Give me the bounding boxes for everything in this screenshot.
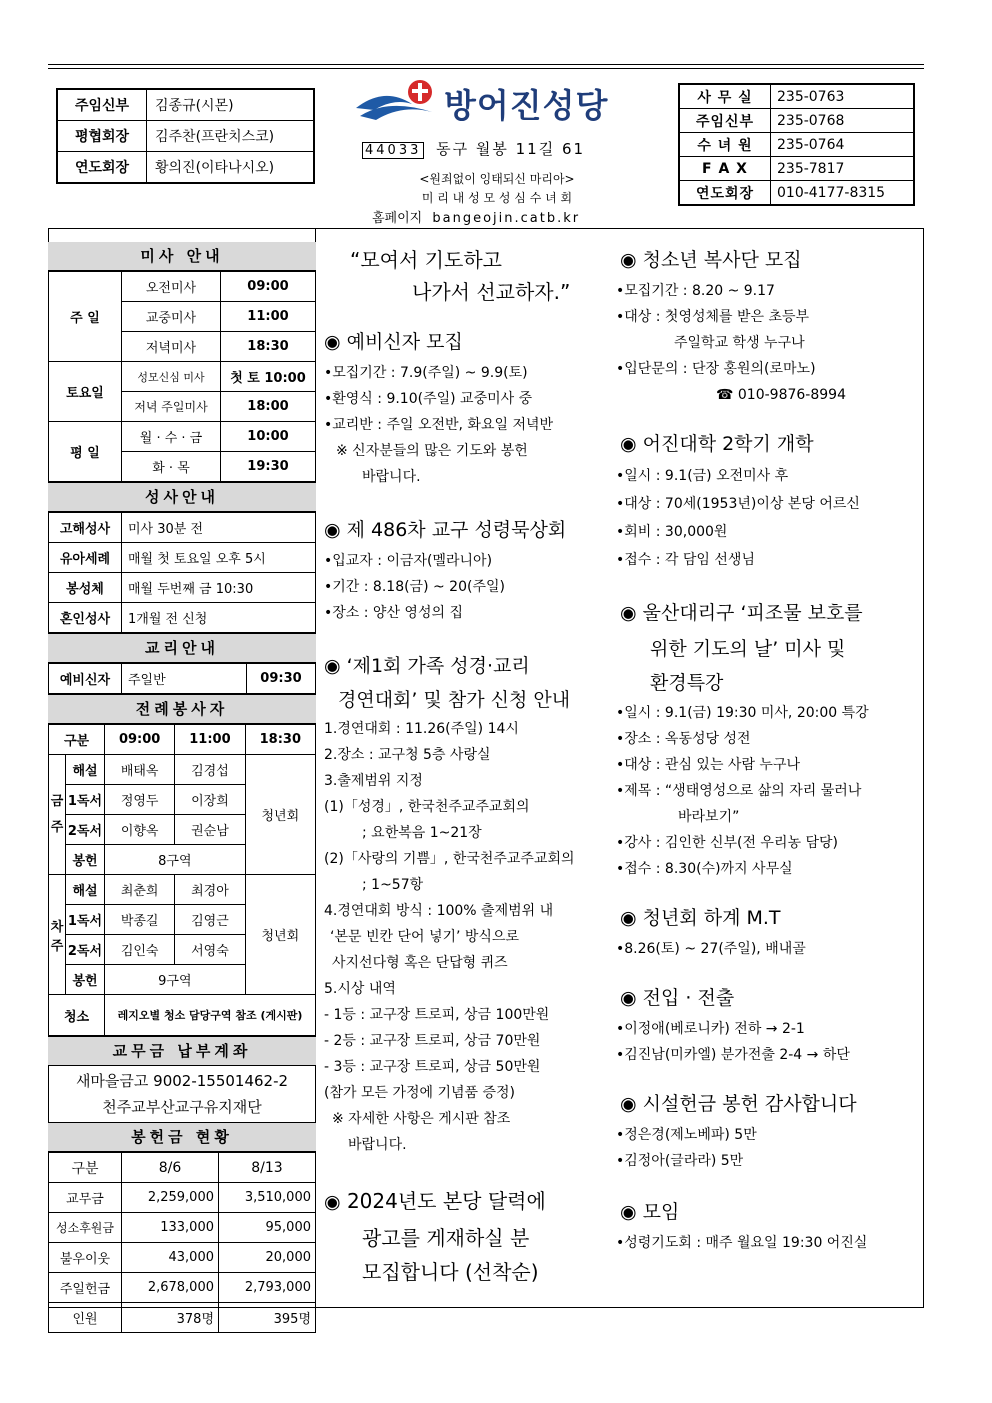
table-row: [57, 89, 314, 121]
table-row: [49, 664, 316, 694]
sacrament-value: 미사 30분 전: [122, 513, 316, 543]
retreat-title-text: 제 486차 교구 성령묵상회: [346, 519, 567, 541]
table-row: [49, 1273, 316, 1303]
cleaning-label: 청소: [49, 995, 105, 1036]
calendar-line: 모집합니다 (선착순): [362, 1260, 539, 1284]
mass-name: 저녁 주일미사: [122, 392, 221, 422]
sacrament-value: 매월 첫 토요일 오후 5시: [122, 543, 316, 573]
ecology-title-text: 울산대리구 ‘피조물 보호를: [642, 602, 863, 624]
altar-title: [616, 244, 916, 276]
phone-value: 235-0764: [771, 133, 915, 157]
phone-label: 수 녀 원: [679, 133, 771, 157]
target-bullet-icon: ◉: [620, 987, 637, 1009]
contest-title-text: ‘제1회 가족 성경·교리: [346, 655, 530, 677]
contest-line: 3.출제범위 지정: [324, 773, 423, 789]
thanks-line: •정은경(제노베파) 5만: [616, 1127, 757, 1143]
quote-line-1: “모여서 기도하고: [350, 248, 502, 272]
offering-head: 8/6: [122, 1153, 219, 1183]
offering-section-title: 봉헌금 현황: [48, 1122, 316, 1152]
contest-line: ; 요한복음 1~21장: [362, 825, 482, 841]
server-role: 봉헌: [66, 965, 105, 995]
offering-value: 20,000: [219, 1243, 316, 1273]
mass-time: 19:30: [221, 452, 316, 482]
catechumen-line: •교리반 : 주일 오전반, 화요일 저녁반: [324, 417, 554, 433]
doctrine-table: [48, 663, 316, 694]
server-name: 최경아: [175, 875, 245, 905]
server-name: 이장희: [175, 785, 245, 815]
server-role: 봉헌: [66, 845, 105, 875]
phone-label: 연도회장: [679, 181, 771, 206]
sacrament-section-title: 성사안내: [48, 482, 316, 512]
server-name: 김경섭: [175, 755, 245, 785]
phone-label: 주임신부: [679, 109, 771, 133]
cleaning-value: 레지오별 청소 담당구역 참조 (게시판): [105, 995, 316, 1036]
offering-label: 인원: [49, 1303, 122, 1333]
offering-label: 불우이웃: [49, 1243, 122, 1273]
offering-value: 133,000: [122, 1213, 219, 1243]
offering-value: 43,000: [122, 1243, 219, 1273]
server-role: 해설: [66, 755, 105, 785]
offering-value: 2,793,000: [219, 1273, 316, 1303]
homepage-label: 홈페이지: [372, 211, 423, 226]
doctrine-label: 예비신자: [49, 664, 122, 694]
youth-title-text: 청년회 하계 M.T: [642, 907, 781, 929]
ecology-title-text-2: 위한 기도의 날’ 미사 및: [650, 638, 846, 660]
calendar-line: 광고를 게재하실 분: [362, 1226, 530, 1250]
transfer-line: •김진남(미카엘) 분가전출 2-4 → 하단: [616, 1047, 850, 1063]
sacrament-label: 고해성사: [49, 513, 122, 543]
officer-label: 연도회장: [57, 152, 147, 184]
server-evening: 청년회: [245, 875, 315, 995]
this-week-label: 금주: [49, 755, 66, 875]
target-bullet-icon: ◉: [620, 602, 637, 624]
server-name: 이향옥: [105, 815, 175, 845]
altar-phone: ☎ 010-9876-8994: [716, 387, 846, 403]
server-name: 정영두: [105, 785, 175, 815]
youth-title: [616, 902, 916, 934]
college-line: •접수 : 각 담임 선생님: [616, 552, 755, 568]
account-info: [48, 1066, 316, 1122]
phones-table: [678, 83, 915, 206]
account-number: 새마을금고 9002-15501462-2: [75, 1072, 289, 1090]
sacrament-table: [48, 512, 316, 633]
server-name: 권순남: [175, 815, 245, 845]
ecology-line: •접수 : 8.30(수)까지 사무실: [616, 861, 793, 877]
table-row: [679, 84, 914, 109]
table-row: [49, 1183, 316, 1213]
left-column: [48, 242, 316, 1333]
mass-name: 저녁미사: [122, 332, 221, 362]
top-rule-2: [48, 68, 924, 69]
target-bullet-icon: ◉: [324, 1191, 341, 1213]
table-row: [679, 157, 914, 181]
phone-value: 235-0768: [771, 109, 915, 133]
table-row: [57, 121, 314, 152]
doctrine-section-title: 교리안내: [48, 633, 316, 663]
officer-label: 주임신부: [57, 89, 147, 121]
table-row: [49, 1243, 316, 1273]
table-row: [679, 181, 914, 206]
target-bullet-icon: ◉: [620, 1201, 637, 1223]
offering-label: 성소후원금: [49, 1213, 122, 1243]
phone-value: 235-7817: [771, 157, 915, 181]
contest-line: (참가 모든 가정에 기념품 증정): [324, 1085, 516, 1101]
table-row: [49, 543, 316, 573]
table-row: [49, 573, 316, 603]
officers-table: [56, 88, 315, 184]
sacrament-label: 봉성체: [49, 573, 122, 603]
homepage: [372, 207, 642, 226]
mass-time: 18:30: [221, 332, 316, 362]
weekday-label: 평 일: [49, 422, 122, 482]
table-row: [49, 362, 316, 392]
table-row: [49, 272, 316, 302]
altar-line: 주일학교 학생 누구나: [674, 335, 805, 351]
right-column: [616, 244, 916, 1256]
target-bullet-icon: ◉: [620, 249, 637, 271]
contest-line: 사지선다형 혹은 단답형 퀴즈: [332, 955, 508, 971]
server-evening: 청년회: [245, 755, 315, 875]
thanks-title: [616, 1088, 916, 1120]
sacrament-value: 1개월 전 신청: [122, 603, 316, 633]
servers-head: 11:00: [175, 725, 245, 755]
altar-line: •대상 : 첫영성체를 받은 초등부: [616, 309, 810, 325]
college-title: [616, 428, 916, 460]
table-row: [49, 1303, 316, 1333]
catechumen-title: [324, 326, 612, 358]
retreat-title: [324, 514, 612, 546]
meeting-title-text: 모임: [642, 1201, 680, 1223]
transfer-title-text: 전입 · 전출: [642, 987, 735, 1009]
convent-name: 미 리 내 성 모 성 심 수 녀 회: [421, 191, 573, 205]
offering-value: 95,000: [219, 1213, 316, 1243]
table-row: [49, 755, 316, 785]
catechumen-note: ※ 신자분들의 많은 기도와 봉헌: [336, 443, 528, 459]
officer-value: 황의진(이타나시오): [147, 152, 315, 184]
retreat-line: •장소 : 양산 영성의 집: [324, 605, 463, 621]
mass-time: 첫 토 10:00: [221, 362, 316, 392]
mass-name: 성모신심 미사: [122, 362, 221, 392]
servers-head: 18:30: [245, 725, 315, 755]
catechumen-line: •환영식 : 9.10(주일) 교중미사 중: [324, 391, 533, 407]
catechumen-note: 바랍니다.: [362, 469, 421, 485]
contest-title-text-2: 경연대회’ 및 참가 신청 안내: [338, 689, 571, 711]
server-name: 김인숙: [105, 935, 175, 965]
top-rule: [48, 64, 924, 65]
catechumen-title-text: 예비신자 모집: [346, 331, 463, 353]
target-bullet-icon: ◉: [324, 655, 341, 677]
server-name: 박종길: [105, 905, 175, 935]
ecology-title-text-3: 환경특강: [650, 672, 724, 694]
mass-time: 09:00: [221, 272, 316, 302]
doctrine-value: 주일반: [122, 664, 247, 694]
contest-line: - 1등 : 교구장 트로피, 상금 100만원: [324, 1007, 550, 1023]
table-row: [49, 1213, 316, 1243]
ecology-title: [616, 596, 916, 630]
parish-address: [362, 138, 585, 159]
phone-label: F A X: [679, 157, 771, 181]
parish-logo-icon: [354, 74, 444, 124]
table-row: [49, 1153, 316, 1183]
phone-value: 235-0763: [771, 84, 915, 109]
altar-line: •모집기간 : 8.20 ~ 9.17: [616, 283, 775, 299]
ecology-line: •장소 : 옥동성당 성전: [616, 731, 751, 747]
servers-table: [48, 724, 316, 1036]
sunday-label: 주 일: [49, 272, 122, 362]
offering-label: 교무금: [49, 1183, 122, 1213]
offering-value: 2,678,000: [122, 1273, 219, 1303]
contest-line: ; 1~57항: [362, 877, 424, 893]
retreat-line: •기간 : 8.18(금) ~ 20(주일): [324, 579, 505, 595]
server-name: 김영근: [175, 905, 245, 935]
server-name: 서영숙: [175, 935, 245, 965]
contest-line: 2.장소 : 교구청 5층 사랑실: [324, 747, 491, 763]
mass-name: 오전미사: [122, 272, 221, 302]
server-offering: 8구역: [105, 845, 246, 875]
calendar-line: 2024년도 본당 달력에: [346, 1189, 546, 1213]
offering-head: 구분: [49, 1153, 122, 1183]
offering-head: 8/13: [219, 1153, 316, 1183]
table-row: [679, 109, 914, 133]
ecology-line: •강사 : 김인한 신부(전 우리농 담당): [616, 835, 838, 851]
meeting-title: [616, 1196, 916, 1228]
ecology-line: •제목 : “생태영성으로 삶의 자리 물러나: [616, 783, 862, 799]
phone-label: 사 무 실: [679, 84, 771, 109]
contest-line: ※ 자세한 사항은 게시판 참조: [332, 1111, 511, 1127]
saturday-label: 토요일: [49, 362, 122, 422]
table-row: [49, 725, 316, 755]
thanks-title-text: 시설헌금 봉헌 감사합니다: [642, 1093, 857, 1115]
catechumen-line: •모집기간 : 7.9(주일) ~ 9.9(토): [324, 365, 528, 381]
mass-name: 화 · 목: [122, 452, 221, 482]
servers-head: 구분: [49, 725, 105, 755]
officer-value: 김주찬(프란치스코): [147, 121, 315, 152]
contest-line: - 3등 : 교구장 트로피, 상금 50만원: [324, 1059, 541, 1075]
server-role: 1독서: [66, 785, 105, 815]
quote-line-2: 나가서 선교하자.”: [412, 280, 571, 304]
table-row: [49, 995, 316, 1036]
homepage-link[interactable]: bangeojin.catb.kr: [432, 211, 581, 226]
transfer-line: •이정애(베로니카) 전하 → 2-1: [616, 1021, 805, 1037]
offering-value: 3,510,000: [219, 1183, 316, 1213]
next-week-label: 차주: [49, 875, 66, 995]
offering-value: 2,259,000: [122, 1183, 219, 1213]
contest-title: [324, 650, 612, 682]
contest-line: (1)「성경」, 한국천주교주교회의: [324, 799, 530, 815]
target-bullet-icon: ◉: [324, 331, 341, 353]
thanks-line: •김정아(글라라) 5만: [616, 1153, 744, 1169]
college-line: •회비 : 30,000원: [616, 524, 728, 540]
contest-line: - 2등 : 교구장 트로피, 상금 70만원: [324, 1033, 541, 1049]
table-row: [49, 875, 316, 905]
server-role: 2독서: [66, 815, 105, 845]
officer-label: 평협회장: [57, 121, 147, 152]
table-row: [49, 422, 316, 452]
mass-name: 월 · 수 · 금: [122, 422, 221, 452]
mass-time: 18:00: [221, 392, 316, 422]
meeting-line: •성령기도회 : 매주 월요일 19:30 어진실: [616, 1235, 868, 1251]
sacrament-label: 유아세례: [49, 543, 122, 573]
college-title-text: 어진대학 2학기 개학: [642, 433, 814, 455]
altar-line: •입단문의 : 단장 홍원의(로마노): [616, 361, 816, 377]
college-line: •일시 : 9.1(금) 오전미사 후: [616, 468, 789, 484]
sacrament-label: 혼인성사: [49, 603, 122, 633]
contest-line: 바랍니다.: [348, 1137, 407, 1153]
server-role: 해설: [66, 875, 105, 905]
doctrine-time: 09:30: [247, 664, 316, 694]
ecology-line: •대상 : 관심 있는 사람 누구나: [616, 757, 800, 773]
table-row: [49, 513, 316, 543]
target-bullet-icon: ◉: [620, 907, 637, 929]
target-bullet-icon: ◉: [620, 433, 637, 455]
contest-line: 4.경연대회 방식 : 100% 출제범위 내: [324, 903, 554, 919]
youth-line: •8.26(토) ~ 27(주일), 배내골: [616, 941, 806, 957]
offering-table: [48, 1152, 316, 1333]
college-line: •대상 : 70세(1953년)이상 본당 어르신: [616, 496, 860, 512]
ecology-line: •일시 : 9.1(금) 19:30 미사, 20:00 특강: [616, 705, 869, 721]
postal-code: 44033: [362, 142, 424, 159]
mass-name: 교중미사: [122, 302, 221, 332]
server-name: 최춘희: [105, 875, 175, 905]
parish-name: 방어진성당: [444, 86, 609, 125]
table-row: [679, 133, 914, 157]
mass-section-title: 미사 안내: [48, 242, 316, 271]
sacrament-value: 매월 두번째 금 10:30: [122, 573, 316, 603]
officer-value: 김종규(시몬): [147, 89, 315, 121]
ecology-line: 바라보기”: [678, 809, 740, 825]
account-section-title: 교무금 납부계좌: [48, 1036, 316, 1066]
mass-time: 11:00: [221, 302, 316, 332]
target-bullet-icon: ◉: [620, 1093, 637, 1115]
target-bullet-icon: ◉: [324, 519, 341, 541]
offering-label: 주일헌금: [49, 1273, 122, 1303]
server-role: 1독서: [66, 905, 105, 935]
offering-value: 395명: [219, 1303, 316, 1333]
altar-title-text: 청소년 복사단 모집: [642, 249, 802, 271]
server-offering: 9구역: [105, 965, 246, 995]
contest-line: ‘본문 빈칸 단어 넣기’ 방식으로: [330, 929, 519, 945]
center-column: [324, 244, 612, 1289]
address-text: 동구 월봉 11길 61: [436, 140, 586, 158]
parish-motto: <원죄없이 잉태되신 마리아>: [419, 172, 575, 186]
account-holder: 천주교부산교구유지재단: [102, 1098, 262, 1116]
servers-section-title: 전례봉사자: [48, 694, 316, 724]
offering-value: 378명: [122, 1303, 219, 1333]
retreat-line: •입교자 : 이금자(멜라니아): [324, 553, 493, 569]
contest-line: 1.경연대회 : 11.26(주일) 14시: [324, 721, 519, 737]
contest-line: 5.시상 내역: [324, 981, 396, 997]
table-row: [49, 603, 316, 633]
table-row: [57, 152, 314, 184]
mass-time: 10:00: [221, 422, 316, 452]
contest-line: (2)「사랑의 기쁨」, 한국천주교주교회의: [324, 851, 575, 867]
server-role: 2독서: [66, 935, 105, 965]
calendar-title: [324, 1184, 612, 1219]
server-name: 배태옥: [105, 755, 175, 785]
transfer-title: [616, 982, 916, 1014]
servers-head: 09:00: [105, 725, 175, 755]
mass-table: [48, 271, 316, 482]
phone-value: 010-4177-8315: [771, 181, 915, 206]
